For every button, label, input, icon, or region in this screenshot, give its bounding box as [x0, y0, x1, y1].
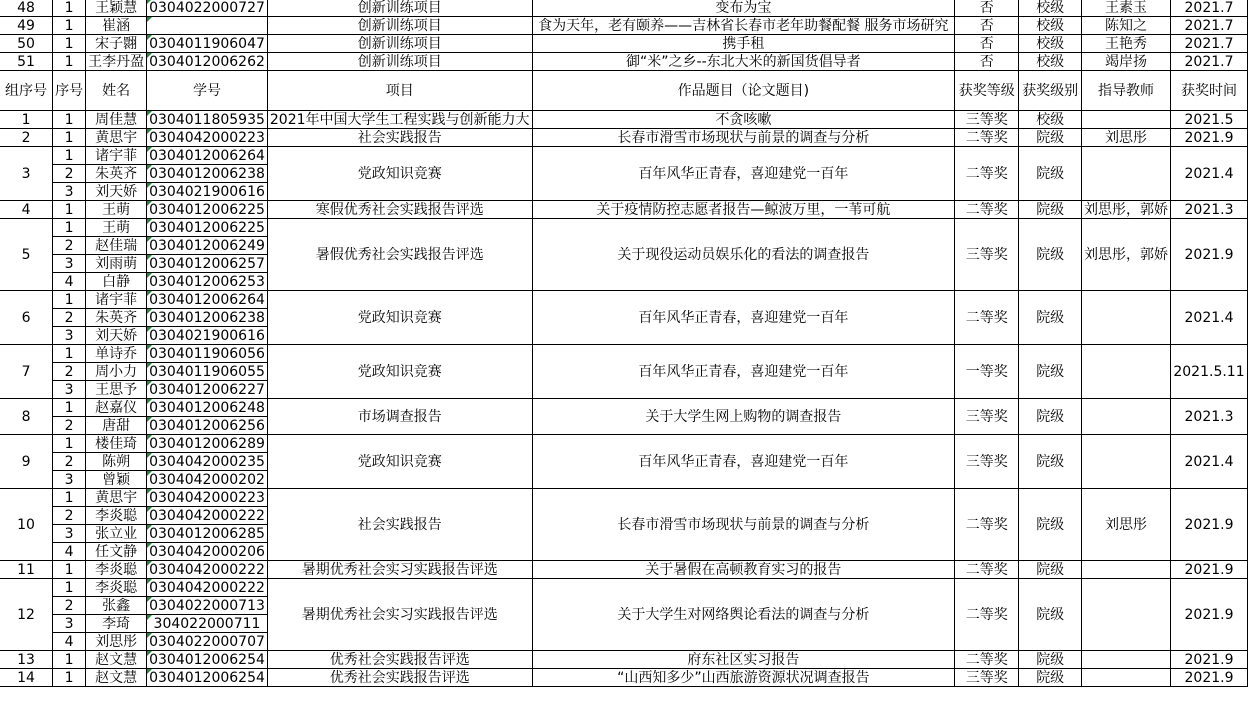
name-cell[interactable]: 朱英齐	[86, 309, 147, 327]
table-row	[0, 17, 1248, 35]
group-number-cell[interactable]: 49	[0, 17, 53, 35]
student-id-cell[interactable]: 0304022000713	[147, 597, 268, 615]
title-cell[interactable]: 关于现役运动员娱乐化的看法的调查报告	[532, 219, 955, 291]
student-id-cell[interactable]: 0304011906055	[147, 363, 268, 381]
project-cell[interactable]: 社会实践报告	[267, 129, 532, 147]
award-level-cell[interactable]: 二等奖	[955, 129, 1019, 147]
table-row	[0, 669, 1248, 687]
sequence-cell[interactable]: 1	[53, 669, 86, 687]
teacher-cell[interactable]	[1082, 111, 1171, 129]
student-id-cell[interactable]: 0304012006248	[147, 399, 268, 417]
award-level-cell[interactable]: 否	[955, 17, 1019, 35]
table-row	[0, 147, 1248, 165]
group-number-cell[interactable]: 9	[0, 435, 53, 489]
award-time-cell[interactable]: 2021.9	[1171, 219, 1248, 291]
sequence-cell[interactable]: 3	[53, 183, 86, 201]
award-level-cell[interactable]: 三等奖	[955, 669, 1019, 687]
award-level-cell[interactable]: 否	[955, 53, 1019, 71]
name-cell[interactable]: 李炎聪	[86, 561, 147, 579]
sequence-cell[interactable]: 1	[53, 17, 86, 35]
name-cell[interactable]: 周佳慧	[86, 111, 147, 129]
award-category-cell[interactable]: 校级	[1019, 53, 1082, 71]
group-number-cell[interactable]: 1	[0, 111, 53, 129]
name-cell[interactable]: 诸宇菲	[86, 147, 147, 165]
sequence-cell[interactable]: 2	[53, 237, 86, 255]
award-category-cell[interactable]: 院级	[1019, 669, 1082, 687]
sequence-cell[interactable]: 2	[53, 597, 86, 615]
table-row	[0, 399, 1248, 417]
name-cell[interactable]: 李炎聪	[86, 507, 147, 525]
award-category-cell[interactable]: 校级	[1019, 17, 1082, 35]
sequence-cell[interactable]: 3	[53, 327, 86, 345]
group-number-cell[interactable]: 3	[0, 147, 53, 201]
title-cell[interactable]: 百年风华正青春，喜迎建党一百年	[532, 435, 955, 489]
award-time-cell[interactable]: 2021.7	[1171, 17, 1248, 35]
sequence-cell[interactable]: 1	[53, 345, 86, 363]
table-row	[0, 129, 1248, 147]
award-time-cell[interactable]: 2021.3	[1171, 399, 1248, 435]
student-id-cell[interactable]: 0304012006249	[147, 237, 268, 255]
project-cell[interactable]: 党政知识竞赛	[267, 291, 532, 345]
teacher-cell[interactable]: 王素玉	[1082, 0, 1171, 17]
project-cell[interactable]: 党政知识竞赛	[267, 147, 532, 201]
award-time-cell[interactable]: 2021.9	[1171, 651, 1248, 669]
table-row	[0, 111, 1248, 129]
teacher-cell[interactable]	[1082, 669, 1171, 687]
name-cell[interactable]: 赵文慧	[86, 651, 147, 669]
project-cell[interactable]: 暑期优秀社会实习实践报告评选	[267, 579, 532, 651]
student-id-cell[interactable]: 0304042000222	[147, 507, 268, 525]
name-cell[interactable]: 王萌	[86, 219, 147, 237]
table-row	[0, 201, 1248, 219]
table-row	[0, 0, 1248, 17]
title-cell[interactable]: 食为天年，老有颐养——吉林省长春市老年助餐配餐 服务市场研究	[532, 17, 955, 35]
student-id-cell[interactable]: 0304012006264	[147, 147, 268, 165]
group-number-cell[interactable]: 4	[0, 201, 53, 219]
award-category-cell[interactable]: 院级	[1019, 561, 1082, 579]
award-time-cell[interactable]: 2021.9	[1171, 561, 1248, 579]
student-id-cell[interactable]: 0304012006289	[147, 435, 268, 453]
award-time-cell[interactable]: 2021.4	[1171, 435, 1248, 489]
student-id-cell[interactable]: 0304012006253	[147, 273, 268, 291]
group-number-cell[interactable]: 11	[0, 561, 53, 579]
table-row	[0, 435, 1248, 453]
group-number-cell[interactable]: 7	[0, 345, 53, 399]
column-header-group[interactable]: 组序号	[0, 71, 53, 111]
award-category-cell[interactable]: 校级	[1019, 0, 1082, 17]
award-category-cell[interactable]: 院级	[1019, 201, 1082, 219]
table-row	[0, 561, 1248, 579]
group-number-cell[interactable]: 5	[0, 219, 53, 291]
name-cell[interactable]: 张鑫	[86, 597, 147, 615]
student-id-cell[interactable]: 0304012006254	[147, 651, 268, 669]
column-header-project[interactable]: 项目	[267, 71, 532, 111]
group-number-cell[interactable]: 14	[0, 669, 53, 687]
sequence-cell[interactable]: 1	[53, 201, 86, 219]
name-cell[interactable]: 唐甜	[86, 417, 147, 435]
group-number-cell[interactable]: 2	[0, 129, 53, 147]
sequence-cell[interactable]: 1	[53, 129, 86, 147]
award-level-cell[interactable]: 一等奖	[955, 345, 1019, 399]
student-id-cell[interactable]: 0304042000222	[147, 561, 268, 579]
sequence-cell[interactable]: 2	[53, 417, 86, 435]
sequence-cell[interactable]: 4	[53, 543, 86, 561]
name-cell[interactable]: 黄思宇	[86, 489, 147, 507]
teacher-cell[interactable]	[1082, 399, 1171, 435]
award-level-cell[interactable]: 二等奖	[955, 291, 1019, 345]
teacher-cell[interactable]: 陈知之	[1082, 17, 1171, 35]
title-cell[interactable]: 关于大学生网上购物的调查报告	[532, 399, 955, 435]
sequence-cell[interactable]: 1	[53, 35, 86, 53]
group-number-cell[interactable]: 12	[0, 579, 53, 651]
teacher-cell[interactable]: 王艳秀	[1082, 35, 1171, 53]
award-time-cell[interactable]: 2021.4	[1171, 147, 1248, 201]
award-level-cell[interactable]: 三等奖	[955, 435, 1019, 489]
name-cell[interactable]: 朱英齐	[86, 165, 147, 183]
student-id-cell[interactable]: 0304042000223	[147, 489, 268, 507]
student-id-cell[interactable]: 0304012006227	[147, 381, 268, 399]
teacher-cell[interactable]	[1082, 345, 1171, 399]
award-time-cell[interactable]: 2021.9	[1171, 129, 1248, 147]
name-cell[interactable]: 张立业	[86, 525, 147, 543]
sequence-cell[interactable]: 2	[53, 165, 86, 183]
student-id-cell[interactable]: 304022000711	[147, 615, 268, 633]
teacher-cell[interactable]: 竭岸扬	[1082, 53, 1171, 71]
sequence-cell[interactable]: 2	[53, 363, 86, 381]
group-number-cell[interactable]: 50	[0, 35, 53, 53]
project-cell[interactable]: 创新训练项目	[267, 53, 532, 71]
name-cell[interactable]: 赵文慧	[86, 669, 147, 687]
student-id-cell[interactable]: 0304042000235	[147, 453, 268, 471]
student-id-cell[interactable]: 0304042000222	[147, 579, 268, 597]
name-cell[interactable]: 刘天娇	[86, 183, 147, 201]
name-cell[interactable]: 宋子翾	[86, 35, 147, 53]
table-row	[0, 35, 1248, 53]
name-cell[interactable]: 王颖慧	[86, 0, 147, 17]
teacher-cell[interactable]: 刘思彤	[1082, 129, 1171, 147]
name-cell[interactable]: 刘天娇	[86, 327, 147, 345]
title-cell[interactable]: 携手租	[532, 35, 955, 53]
award-category-cell[interactable]: 院级	[1019, 651, 1082, 669]
name-cell[interactable]: 崔涵	[86, 17, 147, 35]
award-time-cell[interactable]: 2021.3	[1171, 201, 1248, 219]
title-cell[interactable]: 百年风华正青春，喜迎建党一百年	[532, 147, 955, 201]
award-time-cell[interactable]: 2021.7	[1171, 35, 1248, 53]
name-cell[interactable]: 李炎聪	[86, 579, 147, 597]
sequence-cell[interactable]: 1	[53, 561, 86, 579]
award-level-cell[interactable]: 否	[955, 0, 1019, 17]
award-category-cell[interactable]: 院级	[1019, 129, 1082, 147]
sequence-cell[interactable]: 1	[53, 0, 86, 17]
project-cell[interactable]: 2021年中国大学生工程实践与创新能力大	[267, 111, 532, 129]
award-level-cell[interactable]: 二等奖	[955, 579, 1019, 651]
project-cell[interactable]: 寒假优秀社会实践报告评选	[267, 201, 532, 219]
project-cell[interactable]: 市场调查报告	[267, 399, 532, 435]
award-category-cell[interactable]: 校级	[1019, 35, 1082, 53]
column-header-teacher[interactable]: 指导教师	[1082, 71, 1171, 111]
name-cell[interactable]: 赵佳瑞	[86, 237, 147, 255]
project-cell[interactable]: 党政知识竞赛	[267, 435, 532, 489]
award-level-cell[interactable]: 二等奖	[955, 147, 1019, 201]
name-cell[interactable]: 楼佳琦	[86, 435, 147, 453]
table-row	[0, 489, 1248, 507]
sequence-cell[interactable]: 1	[53, 435, 86, 453]
title-cell[interactable]: 百年风华正青春，喜迎建党一百年	[532, 291, 955, 345]
title-cell[interactable]: 御“米”之乡--东北大米的新国货倡导者	[532, 53, 955, 71]
title-cell[interactable]: 变布为宝	[532, 0, 955, 17]
title-cell[interactable]: “山西知多少”山西旅游资源状况调查报告	[532, 669, 955, 687]
project-cell[interactable]: 暑假优秀社会实践报告评选	[267, 219, 532, 291]
group-number-cell[interactable]: 51	[0, 53, 53, 71]
award-category-cell[interactable]: 院级	[1019, 147, 1082, 201]
name-cell[interactable]: 刘雨萌	[86, 255, 147, 273]
student-id-cell[interactable]: 0304012006285	[147, 525, 268, 543]
sequence-cell[interactable]: 1	[53, 111, 86, 129]
award-level-cell[interactable]: 二等奖	[955, 561, 1019, 579]
student-id-cell[interactable]: 0304011805935	[147, 111, 268, 129]
name-cell[interactable]: 黄思宇	[86, 129, 147, 147]
student-id-cell[interactable]: 0304012006238	[147, 165, 268, 183]
student-id-cell[interactable]: 0304012006225	[147, 201, 268, 219]
student-id-cell[interactable]: 0304042000206	[147, 543, 268, 561]
teacher-cell[interactable]: 刘思彤，郭娇	[1082, 201, 1171, 219]
student-id-cell[interactable]: 0304011906056	[147, 345, 268, 363]
group-number-cell[interactable]: 8	[0, 399, 53, 435]
table-row	[0, 53, 1248, 71]
teacher-cell[interactable]	[1082, 435, 1171, 489]
name-cell[interactable]: 王李丹盈	[86, 53, 147, 71]
title-cell[interactable]: 关于暑假在高顿教育实习的报告	[532, 561, 955, 579]
sequence-cell[interactable]: 1	[53, 219, 86, 237]
student-id-cell[interactable]: 0304042000202	[147, 471, 268, 489]
name-cell[interactable]: 赵嘉仪	[86, 399, 147, 417]
award-time-cell[interactable]: 2021.5	[1171, 111, 1248, 129]
sequence-cell[interactable]: 2	[53, 309, 86, 327]
name-cell[interactable]: 李琦	[86, 615, 147, 633]
project-cell[interactable]: 创新训练项目	[267, 17, 532, 35]
name-cell[interactable]: 王萌	[86, 201, 147, 219]
sequence-cell[interactable]: 1	[53, 291, 86, 309]
column-header-id[interactable]: 学号	[147, 71, 268, 111]
table-row	[0, 579, 1248, 597]
sequence-cell[interactable]: 2	[53, 453, 86, 471]
teacher-cell[interactable]	[1082, 579, 1171, 651]
teacher-cell[interactable]: 刘思彤，郭娇	[1082, 219, 1171, 291]
group-number-cell[interactable]: 6	[0, 291, 53, 345]
sequence-cell[interactable]: 3	[53, 255, 86, 273]
column-header-seq[interactable]: 序号	[53, 71, 86, 111]
sequence-cell[interactable]: 2	[53, 507, 86, 525]
sequence-cell[interactable]: 3	[53, 615, 86, 633]
teacher-cell[interactable]	[1082, 651, 1171, 669]
teacher-cell[interactable]	[1082, 147, 1171, 201]
award-time-cell[interactable]: 2021.7	[1171, 53, 1248, 71]
award-category-cell[interactable]: 院级	[1019, 291, 1082, 345]
group-number-cell[interactable]: 48	[0, 0, 53, 17]
award-category-cell[interactable]: 院级	[1019, 219, 1082, 291]
name-cell[interactable]: 任文静	[86, 543, 147, 561]
table-row	[0, 345, 1248, 363]
header-row	[0, 71, 1248, 111]
sequence-cell[interactable]: 1	[53, 489, 86, 507]
column-header-name[interactable]: 姓名	[86, 71, 147, 111]
student-id-cell[interactable]: 0304042000223	[147, 129, 268, 147]
name-cell[interactable]: 曾颖	[86, 471, 147, 489]
project-cell[interactable]: 社会实践报告	[267, 489, 532, 561]
table-row	[0, 219, 1248, 237]
award-time-cell[interactable]: 2021.9	[1171, 669, 1248, 687]
title-cell[interactable]: 百年风华正青春，喜迎建党一百年	[532, 345, 955, 399]
award-time-cell[interactable]: 2021.9	[1171, 489, 1248, 561]
sequence-cell[interactable]: 4	[53, 633, 86, 651]
award-level-cell[interactable]: 否	[955, 35, 1019, 53]
title-cell[interactable]: 关于大学生对网络舆论看法的调查与分析	[532, 579, 955, 651]
award-level-cell[interactable]: 二等奖	[955, 651, 1019, 669]
project-cell[interactable]: 优秀社会实践报告评选	[267, 669, 532, 687]
student-id-cell[interactable]: 0304012006238	[147, 309, 268, 327]
student-id-cell[interactable]: 0304012006262	[147, 53, 268, 71]
award-level-cell[interactable]: 三等奖	[955, 399, 1019, 435]
award-category-cell[interactable]: 校级	[1019, 111, 1082, 129]
project-cell[interactable]: 暑期优秀社会实习实践报告评选	[267, 561, 532, 579]
name-cell[interactable]: 单诗乔	[86, 345, 147, 363]
title-cell[interactable]: 不贪咳嗽	[532, 111, 955, 129]
award-category-cell[interactable]: 院级	[1019, 399, 1082, 435]
teacher-cell[interactable]	[1082, 291, 1171, 345]
award-time-cell[interactable]: 2021.7	[1171, 0, 1248, 17]
name-cell[interactable]: 陈朔	[86, 453, 147, 471]
student-id-cell[interactable]: 0304021900616	[147, 183, 268, 201]
project-cell[interactable]: 优秀社会实践报告评选	[267, 651, 532, 669]
name-cell[interactable]: 白静	[86, 273, 147, 291]
student-id-cell[interactable]: 0304012006254	[147, 669, 268, 687]
sequence-cell[interactable]: 1	[53, 399, 86, 417]
student-id-cell[interactable]: 0304012006257	[147, 255, 268, 273]
sequence-cell[interactable]: 1	[53, 651, 86, 669]
student-id-cell[interactable]: 0304021900616	[147, 327, 268, 345]
student-id-cell[interactable]: 0304012006264	[147, 291, 268, 309]
student-id-cell[interactable]: 0304012006225	[147, 219, 268, 237]
student-id-cell[interactable]	[147, 17, 268, 35]
column-header-title[interactable]: 作品题目（论文题目)	[532, 71, 955, 111]
project-cell[interactable]: 党政知识竞赛	[267, 345, 532, 399]
sequence-cell[interactable]: 3	[53, 471, 86, 489]
award-time-cell[interactable]: 2021.9	[1171, 579, 1248, 651]
sequence-cell[interactable]: 1	[53, 147, 86, 165]
title-cell[interactable]: 关于疫情防控志愿者报告—鲸波万里，一苇可航	[532, 201, 955, 219]
name-cell[interactable]: 周小力	[86, 363, 147, 381]
award-level-cell[interactable]: 二等奖	[955, 489, 1019, 561]
name-cell[interactable]: 王思予	[86, 381, 147, 399]
group-number-cell[interactable]: 10	[0, 489, 53, 561]
sequence-cell[interactable]: 1	[53, 53, 86, 71]
sequence-cell[interactable]: 4	[53, 273, 86, 291]
title-cell[interactable]: 长春市滑雪市场现状与前景的调查与分析	[532, 129, 955, 147]
award-level-cell[interactable]: 三等奖	[955, 219, 1019, 291]
table-row	[0, 651, 1248, 669]
teacher-cell[interactable]	[1082, 561, 1171, 579]
title-cell[interactable]: 长春市滑雪市场现状与前景的调查与分析	[532, 489, 955, 561]
teacher-cell[interactable]: 刘思彤	[1082, 489, 1171, 561]
award-category-cell[interactable]: 院级	[1019, 489, 1082, 561]
name-cell[interactable]: 刘思彤	[86, 633, 147, 651]
group-number-cell[interactable]: 13	[0, 651, 53, 669]
award-level-cell[interactable]: 三等奖	[955, 111, 1019, 129]
table-row	[0, 291, 1248, 309]
sequence-cell[interactable]: 1	[53, 579, 86, 597]
award-time-cell[interactable]: 2021.5.11	[1171, 345, 1248, 399]
column-header-time[interactable]: 获奖时间	[1171, 71, 1248, 111]
student-id-cell[interactable]: 0304011906047	[147, 35, 268, 53]
sequence-cell[interactable]: 3	[53, 525, 86, 543]
award-time-cell[interactable]: 2021.4	[1171, 291, 1248, 345]
award-level-cell[interactable]: 二等奖	[955, 201, 1019, 219]
column-header-level[interactable]: 获奖等级	[955, 71, 1019, 111]
name-cell[interactable]: 诸宇菲	[86, 291, 147, 309]
student-id-cell[interactable]: 0304022000727	[147, 0, 268, 17]
project-cell[interactable]: 创新训练项目	[267, 0, 532, 17]
student-id-cell[interactable]: 0304012006256	[147, 417, 268, 435]
award-category-cell[interactable]: 院级	[1019, 345, 1082, 399]
project-cell[interactable]: 创新训练项目	[267, 35, 532, 53]
student-id-cell[interactable]: 0304022000707	[147, 633, 268, 651]
column-header-category[interactable]: 获奖级别	[1019, 71, 1082, 111]
award-category-cell[interactable]: 院级	[1019, 579, 1082, 651]
award-category-cell[interactable]: 院级	[1019, 435, 1082, 489]
title-cell[interactable]: 府东社区实习报告	[532, 651, 955, 669]
sequence-cell[interactable]: 3	[53, 381, 86, 399]
